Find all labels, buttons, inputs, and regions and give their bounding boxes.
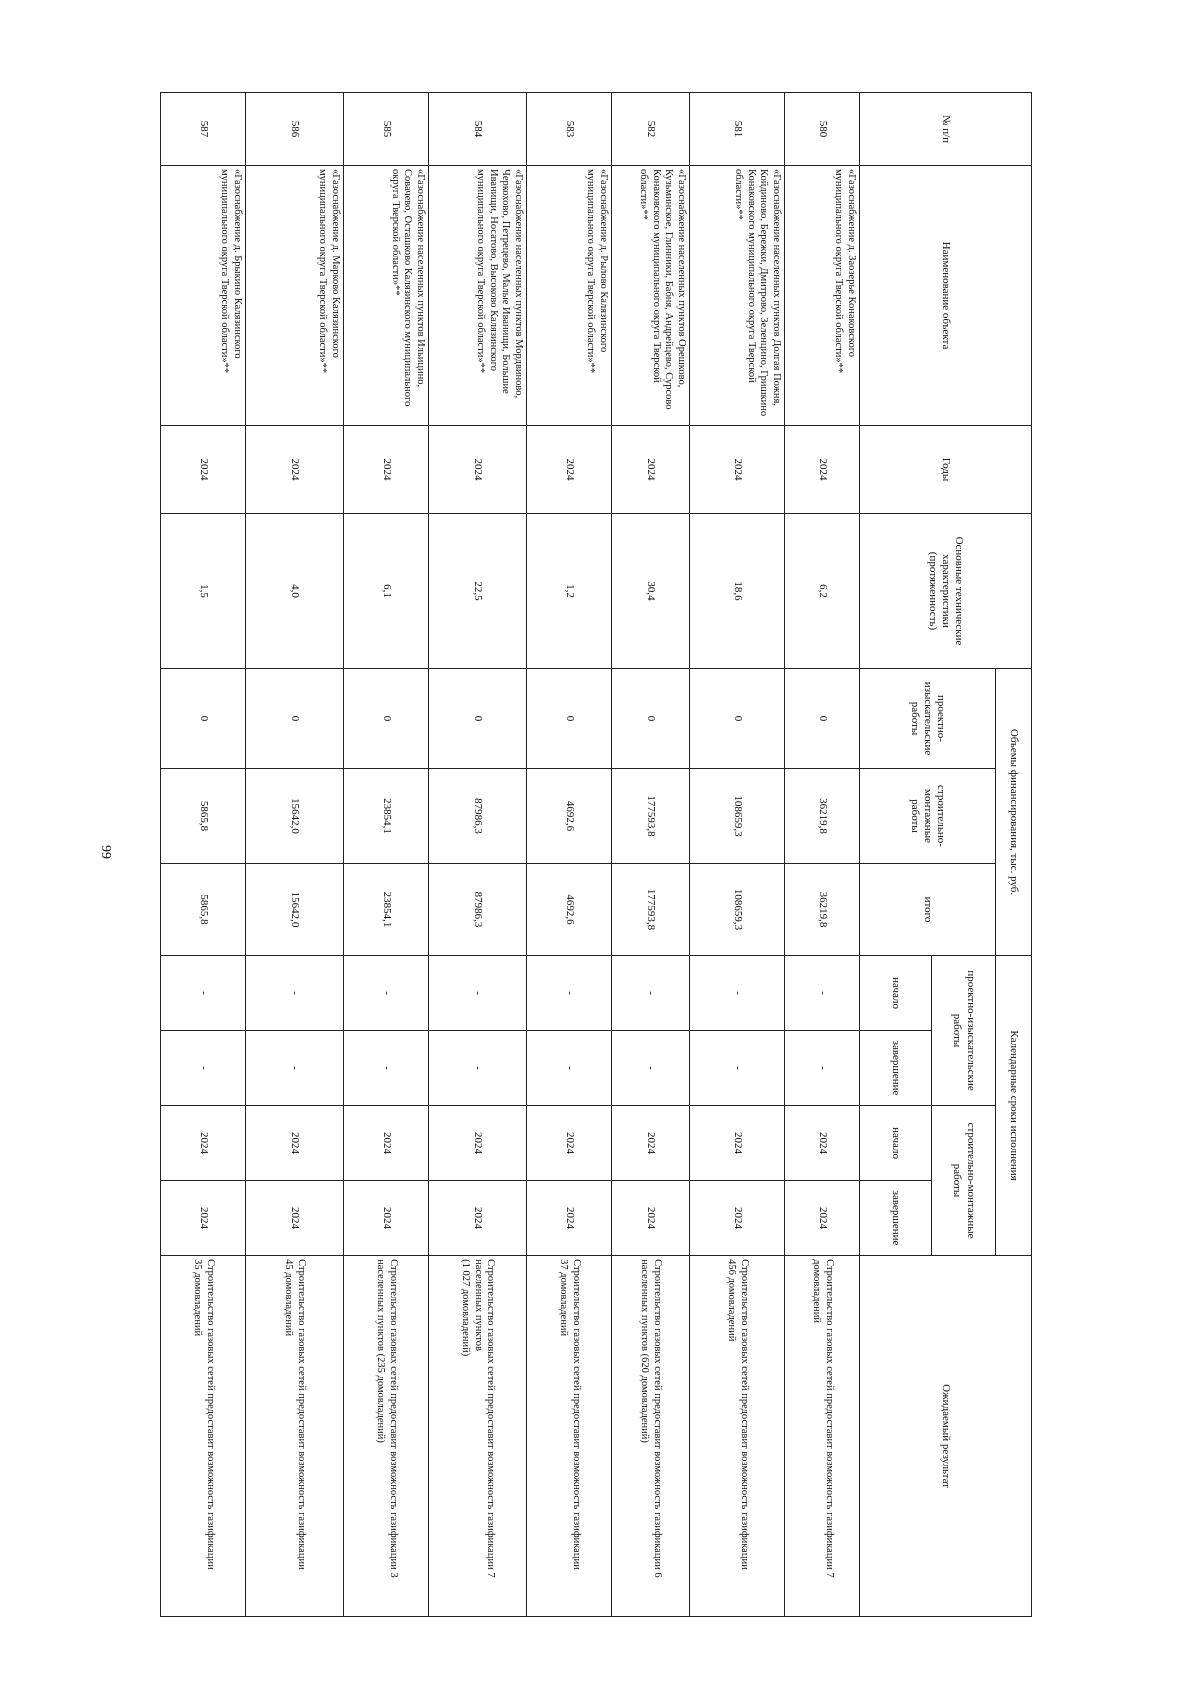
build-cost-cell: 23854,1 — [344, 769, 429, 864]
expected-result-line: Строительство газовых сетей предоставит возможность газификации 7 домовладений — [811, 1259, 835, 1578]
design-start-cell: - — [690, 956, 785, 1031]
total-cost-cell: 23854,1 — [344, 864, 429, 956]
object-name-cell: «Газоснабжение населенных пунктов Мордвиново, Черкохово, Петрецево, Малые Иванищи, Большие Иванищи, Носатово, Высоково Калязинского муниципального округа Тверской области»** — [429, 166, 527, 426]
object-name-cell: «Газоснабжение д. Марково Калязинского муниципального округа Тверской области»** — [246, 166, 344, 426]
design-start-cell: - — [246, 956, 344, 1031]
build-end-cell: 2024 — [246, 1181, 344, 1256]
year-cell: 2024 — [161, 426, 246, 514]
length-cell: 6,1 — [344, 514, 429, 669]
table-row — [161, 93, 246, 1617]
length-cell: 18,6 — [690, 514, 785, 669]
design-end-cell: - — [690, 1031, 785, 1106]
header-result: Ожидаемый результат — [860, 1256, 1032, 1617]
table-row — [527, 93, 612, 1617]
build-cost-cell: 177593,8 — [612, 769, 690, 864]
object-name-cell: «Газоснабжение населенных пунктов Ильицино, Совачево, Осташково Калязинского муниципального округа Тверской области»** — [344, 166, 429, 426]
row-number-cell: 585 — [344, 93, 429, 166]
year-cell: 2024 — [612, 426, 690, 514]
build-cost-cell: 15642,0 — [246, 769, 344, 864]
build-end-cell: 2024 — [344, 1181, 429, 1256]
expected-result-cell — [690, 1256, 785, 1617]
total-cost-cell: 108659,3 — [690, 864, 785, 956]
build-start-cell: 2024 — [785, 1106, 860, 1181]
row-number-cell: 587 — [161, 93, 246, 166]
expected-result-cell — [429, 1256, 527, 1617]
table-row — [785, 93, 860, 1617]
header-fin-build: строительно-монтажные работы — [860, 769, 996, 864]
design-start-cell: - — [612, 956, 690, 1031]
build-end-cell: 2024 — [612, 1181, 690, 1256]
table-body — [161, 93, 860, 1617]
row-number-cell: 582 — [612, 93, 690, 166]
design-end-cell: - — [527, 1031, 612, 1106]
length-cell: 30,4 — [612, 514, 690, 669]
object-name-cell: «Газоснабжение д. Заозерье Конаковского муниципального округа Тверской области»** — [785, 166, 860, 426]
gasification-table — [160, 92, 1032, 1617]
build-start-cell: 2024 — [429, 1106, 527, 1181]
row-number-cell: 580 — [785, 93, 860, 166]
expected-result-cell — [344, 1256, 429, 1617]
design-cost-cell: 0 — [785, 669, 860, 769]
design-cost-cell: 0 — [527, 669, 612, 769]
year-cell: 2024 — [246, 426, 344, 514]
row-number-cell: 584 — [429, 93, 527, 166]
expected-result-line: Строительство газовых сетей предоставит возможность газификации — [296, 1259, 308, 1570]
object-name-cell: «Газоснабжение д. Брыкино Калязинского муниципального округа Тверской области»** — [161, 166, 246, 426]
table-row — [246, 93, 344, 1617]
design-end-cell: - — [612, 1031, 690, 1106]
build-end-cell: 2024 — [690, 1181, 785, 1256]
build-cost-cell: 36219,8 — [785, 769, 860, 864]
header-design-end: завершение — [860, 1031, 932, 1106]
design-end-cell: - — [161, 1031, 246, 1106]
design-start-cell: - — [344, 956, 429, 1031]
total-cost-cell: 4692,6 — [527, 864, 612, 956]
length-cell: 6,2 — [785, 514, 860, 669]
design-end-cell: - — [344, 1031, 429, 1106]
build-start-cell: 2024 — [690, 1106, 785, 1181]
header-cal-design: проектно-изыскательские работы — [932, 956, 996, 1106]
build-start-cell: 2024 — [161, 1106, 246, 1181]
year-cell: 2024 — [690, 426, 785, 514]
design-end-cell: - — [785, 1031, 860, 1106]
design-cost-cell: 0 — [344, 669, 429, 769]
row-number-cell: 586 — [246, 93, 344, 166]
row-number-cell: 581 — [690, 93, 785, 166]
header-finance: Объемы финансирования, тыс. руб. — [996, 669, 1032, 956]
expected-result-line: Строительство газовых сетей предоставит возможность газификации 6 населенных пунктов (620 домовладений) — [639, 1259, 664, 1578]
design-start-cell: - — [785, 956, 860, 1031]
header-design-start: начало — [860, 956, 932, 1031]
build-start-cell: 2024 — [612, 1106, 690, 1181]
expected-result-line: 45 домовладений — [283, 1259, 295, 1337]
design-start-cell: - — [429, 956, 527, 1031]
total-cost-cell: 87986,3 — [429, 864, 527, 956]
expected-result-line: Строительство газовых сетей предоставит возможность газификации — [738, 1259, 750, 1570]
table-row — [344, 93, 429, 1617]
expected-result-cell — [785, 1256, 860, 1617]
total-cost-cell: 5865,8 — [161, 864, 246, 956]
total-cost-cell: 177593,8 — [612, 864, 690, 956]
object-name-cell: «Газоснабжение населенных пунктов Орешково, Кузьминское, Глинники, Бабня, Андрейцево, Сурсово Конаковского муниципального округа Тверской области»** — [612, 166, 690, 426]
design-cost-cell: 0 — [429, 669, 527, 769]
build-cost-cell: 4692,6 — [527, 769, 612, 864]
expected-result-cell — [246, 1256, 344, 1617]
expected-result-line: 35 домовладений — [192, 1259, 203, 1337]
expected-result-line: (1 027 домовладений) — [460, 1259, 472, 1357]
build-start-cell: 2024 — [246, 1106, 344, 1181]
build-end-cell: 2024 — [785, 1181, 860, 1256]
total-cost-cell: 15642,0 — [246, 864, 344, 956]
header-fin-design: проектно-изыскательские работы — [860, 669, 996, 769]
design-start-cell: - — [161, 956, 246, 1031]
build-start-cell: 2024 — [344, 1106, 429, 1181]
design-end-cell: - — [246, 1031, 344, 1106]
design-start-cell: - — [527, 956, 612, 1031]
build-cost-cell: 108659,3 — [690, 769, 785, 864]
row-number-cell: 583 — [527, 93, 612, 166]
object-name-cell: «Газоснабжение населенных пунктов Долгая Пожня, Койдиново, Бережки, Дмитрово, Зеленцино, Гришкино Конаковского муниципального округа Тверской области»** — [690, 166, 785, 426]
length-cell: 1,2 — [527, 514, 612, 669]
header-num: № п/п — [860, 93, 1032, 166]
year-cell: 2024 — [527, 426, 612, 514]
total-cost-cell: 36219,8 — [785, 864, 860, 956]
expected-result-line: 456 домовладений — [726, 1259, 737, 1342]
design-cost-cell: 0 — [612, 669, 690, 769]
expected-result-line: Строительство газовых сетей предоставит возможность газификации — [204, 1259, 216, 1570]
object-name-cell: «Газоснабжение д. Рылово Калязинского муниципального округа Тверской области»** — [527, 166, 612, 426]
header-build-end: завершение — [860, 1181, 932, 1256]
design-end-cell: - — [429, 1031, 527, 1106]
build-end-cell: 2024 — [429, 1181, 527, 1256]
table-row — [429, 93, 527, 1617]
year-cell: 2024 — [429, 426, 527, 514]
expected-result-line: 37 домовладений — [558, 1259, 569, 1337]
build-end-cell: 2024 — [527, 1181, 612, 1256]
design-cost-cell: 0 — [161, 669, 246, 769]
expected-result-cell — [161, 1256, 246, 1617]
expected-result-line: Строительство газовых сетей предоставит возможность газификации — [570, 1259, 582, 1570]
expected-result-cell — [527, 1256, 612, 1617]
expected-result-cell — [612, 1256, 690, 1617]
table-row — [690, 93, 785, 1617]
build-cost-cell: 87986,3 — [429, 769, 527, 864]
table-header — [860, 93, 1032, 1617]
year-cell: 2024 — [344, 426, 429, 514]
design-cost-cell: 0 — [690, 669, 785, 769]
build-start-cell: 2024 — [527, 1106, 612, 1181]
design-cost-cell: 0 — [246, 669, 344, 769]
header-tech: Основные технические характеристики (протяженность) — [860, 514, 1032, 669]
header-cal-build: строительно-монтажные работы — [932, 1106, 996, 1256]
header-build-start: начало — [860, 1106, 932, 1181]
build-cost-cell: 5865,8 — [161, 769, 246, 864]
table-row — [612, 93, 690, 1617]
header-years: Годы — [860, 426, 1032, 514]
year-cell: 2024 — [785, 426, 860, 514]
page-number: 99 — [98, 845, 113, 859]
header-name: Наименование объекта — [860, 166, 1032, 426]
header-calendar: Календарные сроки исполнения — [996, 956, 1032, 1256]
length-cell: 4,0 — [246, 514, 344, 669]
expected-result-line: Строительство газовых сетей предоставит возможность газификации 7 населенных пунктов — [472, 1259, 497, 1578]
build-end-cell: 2024 — [161, 1181, 246, 1256]
length-cell: 22,5 — [429, 514, 527, 669]
expected-result-line: Строительство газовых сетей предоставит возможность газификации 3 населенных пунктов (235 домовладений) — [375, 1259, 399, 1578]
length-cell: 1,5 — [161, 514, 246, 669]
header-fin-total: итого — [860, 864, 996, 956]
